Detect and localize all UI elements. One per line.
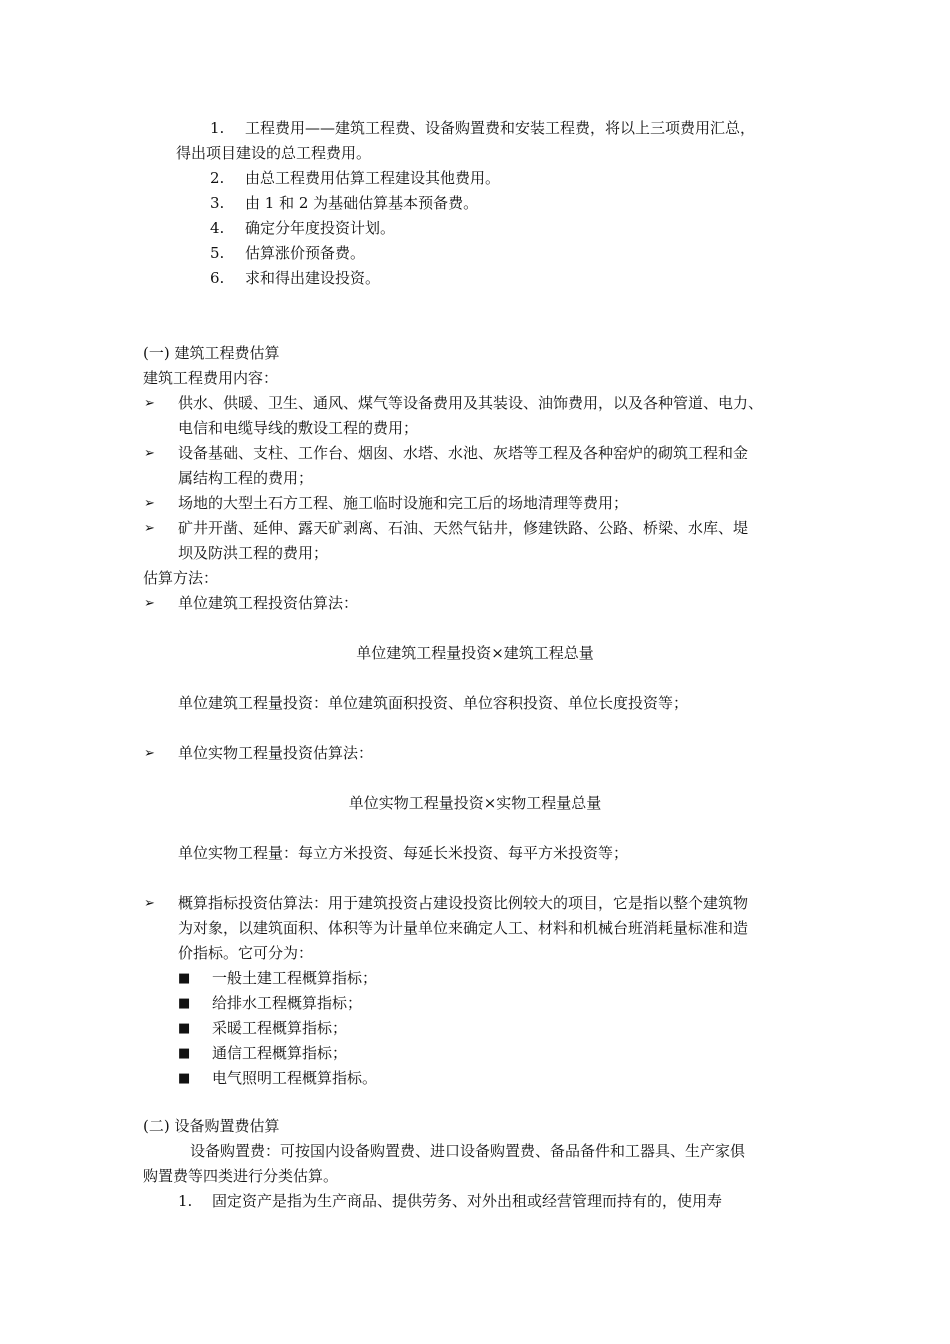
- section-heading: (一) 建筑工程费估算: [143, 344, 280, 362]
- method-text: 为对象，以建筑面积、体积等为计量单位来确定人工、材料和机械台班消耗量标准和造: [178, 919, 749, 937]
- square-bullet-icon: ■: [178, 996, 191, 1011]
- step-number: 3.: [210, 194, 225, 212]
- sub-item: 通信工程概算指标；: [212, 1044, 348, 1062]
- bullet-text: 矿井开凿、延伸、露天矿剥离、石油、天然气钻井，修建铁路、公路、桥梁、水库、堤: [178, 519, 749, 537]
- paragraph-text: 设备购置费：可按国内设备购置费、进口设备购置费、备品备件和工器具、生产家俱: [190, 1142, 746, 1160]
- sub-item: 采暖工程概算指标；: [212, 1019, 348, 1037]
- step-text: 工程费用——建筑工程费、设备购置费和安装工程费，将以上三项费用汇总，: [245, 119, 756, 137]
- step-number: 6.: [210, 269, 225, 287]
- method-title: 单位实物工程量投资估算法：: [178, 744, 374, 762]
- method-title: 单位建筑工程投资估算法：: [178, 594, 359, 612]
- bullet-text: 属结构工程的费用；: [178, 469, 314, 487]
- arrow-bullet-icon: ➢: [144, 396, 155, 411]
- method-text: 价指标。它可分为：: [178, 944, 314, 962]
- step-text: 确定分年度投资计划。: [245, 219, 396, 237]
- square-bullet-icon: ■: [178, 1021, 191, 1036]
- step-text: 求和得出建设投资。: [245, 269, 381, 287]
- arrow-bullet-icon: ➢: [144, 746, 155, 761]
- step-number: 2.: [210, 169, 225, 187]
- step-text: 由 1 和 2 为基础估算基本预备费。: [245, 194, 479, 212]
- arrow-bullet-icon: ➢: [144, 596, 155, 611]
- step-number: 1.: [210, 119, 225, 137]
- arrow-bullet-icon: ➢: [144, 496, 155, 511]
- step-text: 估算涨价预备费。: [245, 244, 366, 262]
- content-label: 建筑工程费用内容：: [143, 369, 279, 387]
- bullet-text: 场地的大型土石方工程、施工临时设施和完工后的场地清理等费用；: [178, 494, 629, 512]
- formula: 单位实物工程量投资×实物工程量总量: [348, 794, 602, 812]
- bullet-text: 设备基础、支柱、工作台、烟囱、水塔、水池、灰塔等工程及各种窑炉的砌筑工程和金: [178, 444, 749, 462]
- square-bullet-icon: ■: [178, 1071, 191, 1086]
- method-note: 单位实物工程量：每立方米投资、每延长米投资、每平方米投资等；: [178, 844, 629, 862]
- step-text: 由总工程费用估算工程建设其他费用。: [245, 169, 501, 187]
- step-number: 5.: [210, 244, 225, 262]
- step-number: 4.: [210, 219, 225, 237]
- method-note: 单位建筑工程量投资：单位建筑面积投资、单位容积投资、单位长度投资等；: [178, 694, 689, 712]
- method-label: 估算方法：: [143, 569, 219, 587]
- bullet-text: 电信和电缆导线的敷设工程的费用；: [178, 419, 419, 437]
- item-number: 1.: [178, 1192, 193, 1210]
- arrow-bullet-icon: ➢: [144, 446, 155, 461]
- arrow-bullet-icon: ➢: [144, 521, 155, 536]
- section-heading: (二) 设备购置费估算: [143, 1117, 280, 1135]
- step-text: 得出项目建设的总工程费用。: [176, 144, 372, 162]
- paragraph-text: 购置费等四类进行分类估算。: [143, 1167, 339, 1185]
- sub-item: 给排水工程概算指标；: [212, 994, 363, 1012]
- bullet-text: 坝及防洪工程的费用；: [178, 544, 329, 562]
- square-bullet-icon: ■: [178, 1046, 191, 1061]
- method-text: 概算指标投资估算法：用于建筑投资占建设投资比例较大的项目，它是指以整个建筑物: [178, 894, 749, 912]
- square-bullet-icon: ■: [178, 971, 191, 986]
- formula: 单位建筑工程量投资×建筑工程总量: [356, 644, 594, 662]
- sub-item: 一般土建工程概算指标；: [212, 969, 378, 987]
- sub-item: 电气照明工程概算指标。: [212, 1069, 378, 1087]
- item-text: 固定资产是指为生产商品、提供劳务、对外出租或经营管理而持有的，使用寿: [212, 1192, 723, 1210]
- bullet-text: 供水、供暖、卫生、通风、煤气等设备费用及其装设、油饰费用，以及各种管道、电力、: [178, 394, 764, 412]
- arrow-bullet-icon: ➢: [144, 896, 155, 911]
